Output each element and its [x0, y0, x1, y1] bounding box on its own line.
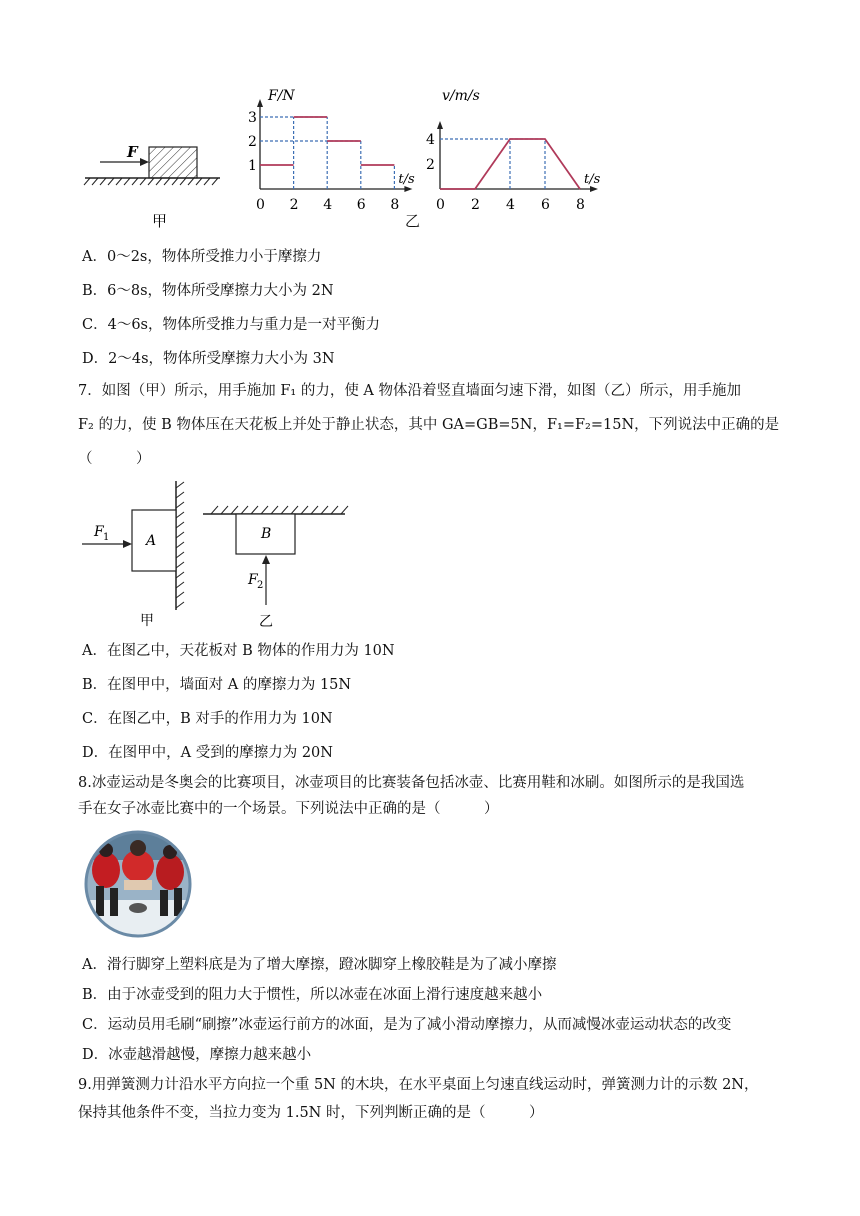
- q7-option-a[interactable]: A．在图乙中，天花板对 B 物体的作用力为 10N: [82, 643, 395, 659]
- q8-stem-line2: 手在女子冰壶比赛中的一个场景。下列说法中正确的是（ ）: [78, 801, 499, 817]
- q6-option-c[interactable]: C．4～6s，物体所受推力与重力是一对平衡力: [82, 317, 380, 333]
- y-axis-arrow: [257, 99, 263, 107]
- x-tick-6: 6: [541, 197, 550, 213]
- block-a-label: A: [146, 533, 157, 549]
- caption-jia: 甲: [152, 212, 168, 230]
- x-tick-0: 0: [436, 197, 445, 213]
- f1-subscript: 1: [103, 532, 110, 543]
- q7-option-b[interactable]: B．在图甲中，墙面对 A 的摩擦力为 15N: [82, 677, 352, 693]
- block: [149, 147, 197, 178]
- velocity-time-chart: [418, 85, 601, 215]
- q9-stem-line1: 9.用弹簧测力计沿水平方向拉一个重 5N 的木块，在水平桌面上匀速直线运动时，弹簧测力计的示数 2N，: [78, 1077, 759, 1093]
- x-tick-2: 2: [471, 197, 480, 213]
- q8-option-b[interactable]: B．由于冰壶受到的阻力大于惯性，所以冰壶在冰面上滑行速度越来越小: [82, 987, 543, 1003]
- q8-option-d[interactable]: D．冰壶越滑越慢，摩擦力越来越小: [82, 1047, 312, 1063]
- curling-photo: [84, 830, 192, 938]
- x-tick-8: 8: [390, 197, 400, 213]
- y-tick-3: 3: [248, 110, 257, 126]
- q7-stem-line1: 7．如图（甲）所示，用手施加 F₁ 的力，使 A 物体沿着竖直墙面匀速下滑，如图（乙）所示，用手施加: [78, 383, 742, 399]
- y-tick-2: 2: [426, 157, 435, 173]
- q6-option-d[interactable]: D．2～4s，物体所受摩擦力大小为 3N: [82, 351, 335, 367]
- caption-yi: 乙: [405, 212, 421, 230]
- force-label: F: [127, 143, 138, 161]
- f2-label: F: [248, 572, 258, 588]
- q8-option-c[interactable]: C．运动员用毛刷“刷擦”冰壶运行前方的冰面，是为了减小滑动摩擦力，从而减慢冰壶运动状态的改变: [82, 1017, 732, 1033]
- q7-figure: [78, 478, 358, 628]
- q8-option-a[interactable]: A．滑行脚穿上塑料底是为了增大摩擦，蹬冰脚穿上橡胶鞋是为了减小摩擦: [82, 957, 557, 973]
- q8-stem-line1: 8.冰壶运动是冬奥会的比赛项目，冰壶项目的比赛装备包括冰壶、比赛用鞋和冰刷。如图所示的是我国选: [78, 775, 745, 791]
- y-tick-2: 2: [248, 134, 257, 150]
- f1-label: F: [94, 524, 104, 540]
- y-tick-1: 1: [248, 158, 257, 174]
- q6-figure-block-diagram: [80, 130, 230, 230]
- y-tick-4: 4: [426, 132, 435, 148]
- x-tick-0: 0: [256, 197, 265, 213]
- q6-option-a[interactable]: A．0～2s，物体所受推力小于摩擦力: [82, 249, 322, 265]
- x-tick-6: 6: [356, 197, 366, 213]
- caption-yi-7: 乙: [259, 614, 273, 630]
- y-axis-arrow: [437, 121, 443, 129]
- x-axis-label: t/s: [584, 172, 601, 187]
- x-axis-label: t/s: [398, 172, 415, 187]
- caption-jia-7: 甲: [140, 613, 154, 629]
- q7-stem-line3: （ ）: [78, 451, 151, 467]
- x-tick-8: 8: [576, 197, 585, 213]
- q7-option-d[interactable]: D．在图甲中，A 受到的摩擦力为 20N: [82, 745, 333, 761]
- q6-option-b[interactable]: B．6～8s，物体所受摩擦力大小为 2N: [82, 283, 334, 299]
- force-time-chart: [245, 85, 420, 215]
- block-b-label: B: [261, 526, 272, 542]
- y-axis-label: v/m/s: [442, 88, 480, 104]
- y-axis-label: F/N: [268, 88, 295, 104]
- q9-stem-line2: 保持其他条件不变，当拉力变为 1.5N 时，下列判断正确的是（ ）: [78, 1105, 544, 1121]
- f2-subscript: 2: [257, 580, 264, 591]
- x-tick-4: 4: [323, 197, 333, 213]
- x-tick-2: 2: [289, 197, 299, 213]
- x-tick-4: 4: [506, 197, 515, 213]
- q7-option-c[interactable]: C．在图乙中，B 对手的作用力为 10N: [82, 711, 333, 727]
- q7-stem-line2: F₂ 的力，使 B 物体压在天花板上并处于静止状态，其中 GA=GB=5N，F₁=F₂=15N，下列说法中正确的是: [78, 417, 780, 433]
